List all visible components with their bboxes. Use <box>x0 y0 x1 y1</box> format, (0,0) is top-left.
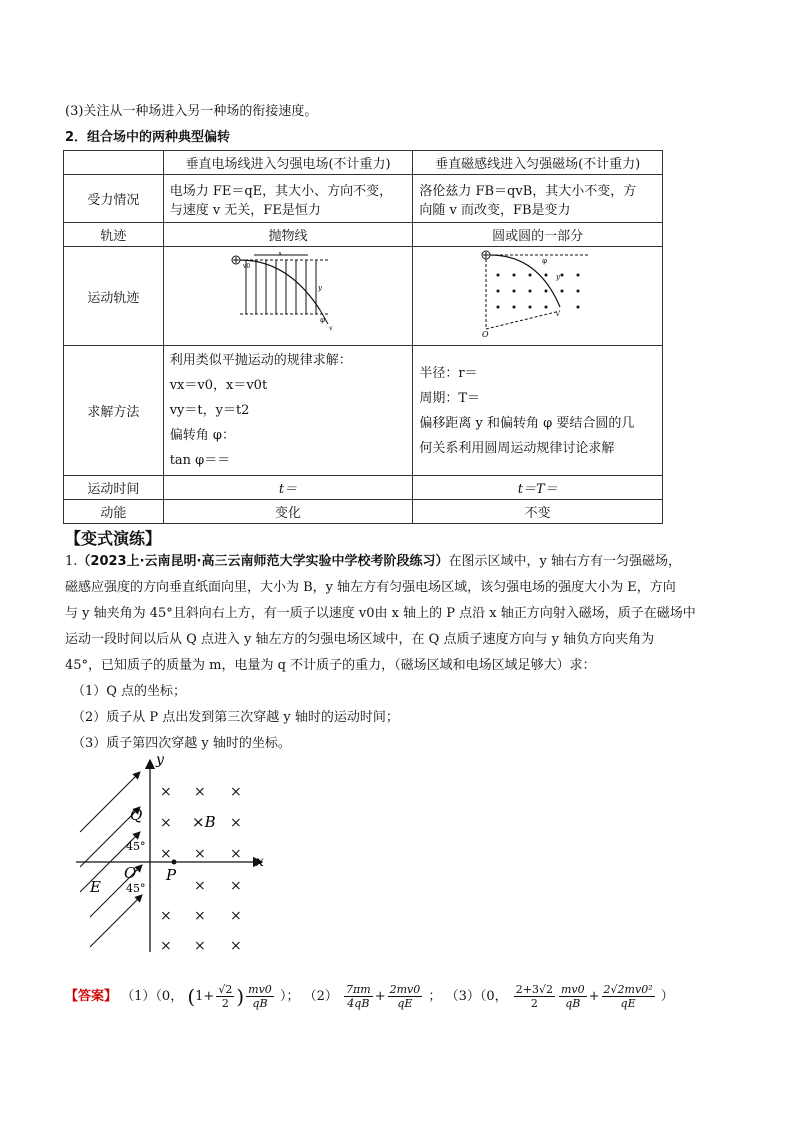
row-label-trajectory: 轨迹 <box>64 223 164 247</box>
magnetic-deflection-diagram <box>478 249 598 339</box>
frac-den: 2 <box>530 997 538 1010</box>
frac-num: √2 <box>218 983 233 996</box>
cross: × <box>160 908 172 924</box>
diagram-phi2-label: φ <box>541 257 547 265</box>
diagram-phi-label: φ <box>320 316 325 324</box>
cross: × <box>160 846 172 862</box>
time-electric: t＝ <box>163 476 413 500</box>
frac-num: 7πm <box>346 983 371 996</box>
magnetic-diagram-cell <box>413 247 663 346</box>
fig-e-label: E <box>90 878 101 896</box>
force-magnetic <box>413 175 663 223</box>
force-electric-line1: 电场力 FE＝qE，其大小、方向不变， <box>169 183 393 199</box>
problem-line-4: 运动一段时间以后从 Q 点进入 y 轴左方的匀强电场区域中，在 Q 点质子速度方向与 y 轴负方向夹角为 <box>65 632 655 647</box>
force-electric-line2: 与速度 v 无关，FE是恒力 <box>169 202 321 218</box>
frac-num: mv0 <box>560 983 585 996</box>
diagram-v2-label: v <box>555 311 560 318</box>
frac-num: mv0 <box>248 983 272 996</box>
frac-num: 2√2mv0² <box>603 983 653 996</box>
fig-q-label: Q <box>130 806 143 824</box>
header-empty <box>64 151 164 175</box>
cross: × <box>194 908 206 924</box>
cross: × <box>160 784 172 800</box>
problem-source: （2023上·云南昆明·高三云南师范大学实验中学校考阶段练习） <box>77 554 449 569</box>
header-electric: 垂直电场线进入匀强电场(不计重力) <box>163 151 413 175</box>
electric-deflection-diagram <box>228 252 348 336</box>
fig-y-label: y <box>156 752 164 768</box>
answer-part3-open: （3）（0， <box>445 989 508 1004</box>
method-electric-line2: vx＝v0，x＝v0t <box>169 378 268 393</box>
energy-electric: 变化 <box>163 500 413 524</box>
frac-den: 2 <box>221 997 229 1010</box>
section-title: 2．组合场中的两种典型偏转 <box>65 130 231 145</box>
trajectory-magnetic: 圆或圆的一部分 <box>413 223 663 247</box>
method-magnetic-line1: 半径：r＝ <box>419 365 478 381</box>
fig-p-label: P <box>166 866 177 884</box>
question-3: （3）质子第四次穿越 y 轴时的坐标。 <box>72 736 291 751</box>
cross: × <box>160 815 172 831</box>
answer-part1-close: ）； <box>279 989 300 1004</box>
cross: × <box>230 938 242 954</box>
answer-frac-mv0-qb-2 <box>559 983 587 1010</box>
frac-den: qE <box>620 997 636 1010</box>
row-label-motion: 运动轨迹 <box>64 247 164 346</box>
answer-frac-sqrt2 <box>216 983 234 1010</box>
time-magnetic: t＝T＝ <box>413 476 663 500</box>
answer-part2-open: （2） <box>303 989 338 1004</box>
method-magnetic <box>413 346 663 476</box>
cross: × <box>194 784 206 800</box>
cross: × <box>230 878 242 894</box>
problem-line-3: 与 y 轴夹角为 45°且斜向右上方，有一质子以速度 v0由 x 轴上的 P 点沿 x 轴正方向射入磁场，质子在磁场中 <box>65 606 696 621</box>
problem-text-0: 在图示区域中，y 轴右方有一匀强磁场， <box>448 554 681 569</box>
frac-num: 2mv0 <box>389 983 421 996</box>
exercise-header: 【变式演练】 <box>65 529 162 548</box>
fig-x-label: x <box>256 854 264 870</box>
answer-frac-mv0-qb <box>246 983 274 1010</box>
cross: × <box>230 846 242 862</box>
diagram-v-label: v <box>329 325 333 332</box>
cross: × <box>194 846 206 862</box>
method-electric-line1: 利用类似平抛运动的规律求解： <box>169 353 352 368</box>
problem-number: 1. <box>65 554 78 569</box>
intro-line: (3)关注从一种场进入另一种场的衔接速度。 <box>65 104 318 119</box>
force-magnetic-line2: 向随 v 而改变，FB是变力 <box>419 202 571 218</box>
problem-line-1 <box>65 550 681 569</box>
diagram-x-label: x <box>278 252 282 257</box>
cross: × <box>194 878 206 894</box>
electric-diagram-cell <box>163 247 413 346</box>
diagram-v0-label: v0 <box>243 263 251 270</box>
row-label-method: 求解方法 <box>64 346 164 476</box>
frac-den: qE <box>397 997 413 1010</box>
method-electric-line3: vy＝t，y＝t2 <box>169 403 250 418</box>
method-electric-line5: tan φ＝＝ <box>169 453 231 468</box>
answer-frac-7pim <box>344 983 373 1010</box>
frac-num: 2+3√2 <box>515 983 553 996</box>
answer-line: 【答案】 （1）（0， (1+ $\frac{√2}{2}$ ) $\frac{mv0}{qB}$ ）； （2） $\frac{7\pi m}{4qB}$ + $\frac{2mv0}{qE}$ ； （3）（0， $\frac{2+3√2}{2}$ $\frac{mv0}{qB}$ + $\frac{\text{2√2mv0²}}{qE}$ ） <box>65 983 674 1010</box>
method-magnetic-line3: 偏移距离 y 和偏转角 φ 要结合圆的几 <box>419 415 635 431</box>
answer-frac-2plus3sqrt2 <box>514 983 555 1010</box>
answer-part2-close: ； <box>428 989 442 1004</box>
energy-magnetic: 不变 <box>413 500 663 524</box>
method-magnetic-line2: 周期：T＝ <box>419 390 481 406</box>
problem-figure <box>70 752 280 967</box>
cross: × <box>194 938 206 954</box>
answer-part1-open: （1）（0， <box>121 989 184 1004</box>
method-magnetic-line4: 何关系利用圆周运动规律讨论求解 <box>419 440 615 456</box>
answer-part3-close: ） <box>660 989 674 1004</box>
frac-den: qB <box>252 997 268 1010</box>
fig-angle-o: 45° <box>126 882 146 895</box>
diagram-o-label: O <box>481 330 489 339</box>
answer-tag: 【答案】 <box>65 989 118 1004</box>
frac-den: qB <box>565 997 581 1010</box>
question-2: （2）质子从 P 点出发到第三次穿越 y 轴时的运动时间； <box>72 710 399 725</box>
cross: × <box>230 784 242 800</box>
diagram-y-label: y <box>318 284 322 292</box>
fig-b-label: ×B <box>192 813 216 831</box>
force-magnetic-line1: 洛伦兹力 FB＝qvB，其大小不变，方 <box>419 183 637 199</box>
force-electric <box>163 175 413 223</box>
answer-frac-2sqrt2mv0sq <box>602 983 655 1010</box>
row-label-energy: 动能 <box>64 500 164 524</box>
answer-frac-2mv0 <box>388 983 423 1010</box>
question-1: （1）Q 点的坐标； <box>72 684 187 699</box>
method-electric <box>163 346 413 476</box>
frac-den: 4qB <box>347 997 370 1010</box>
fig-angle-q: 45° <box>126 840 146 853</box>
fig-o-label: O <box>124 864 137 882</box>
method-electric-line4: 偏转角 φ： <box>169 428 235 443</box>
trajectory-electric: 抛物线 <box>163 223 413 247</box>
header-magnetic: 垂直磁感线进入匀强磁场(不计重力) <box>413 151 663 175</box>
comparison-table <box>63 150 663 524</box>
diagram-y2-label: y <box>555 273 560 281</box>
problem-line-2: 磁感应强度的方向垂直纸面向里，大小为 B，y 轴左方有匀强电场区域，该匀强电场的强度大小为 E，方向 <box>65 580 676 595</box>
problem-line-5: 45°，已知质子的质量为 m，电量为 q 不计质子的重力，（磁场区域和电场区域足够大）求： <box>65 658 596 673</box>
cross: × <box>230 815 242 831</box>
cross: × <box>160 938 172 954</box>
row-label-time: 运动时间 <box>64 476 164 500</box>
cross: × <box>230 908 242 924</box>
row-label-force: 受力情况 <box>64 175 164 223</box>
answer-f1-a: 1+ <box>195 989 215 1004</box>
